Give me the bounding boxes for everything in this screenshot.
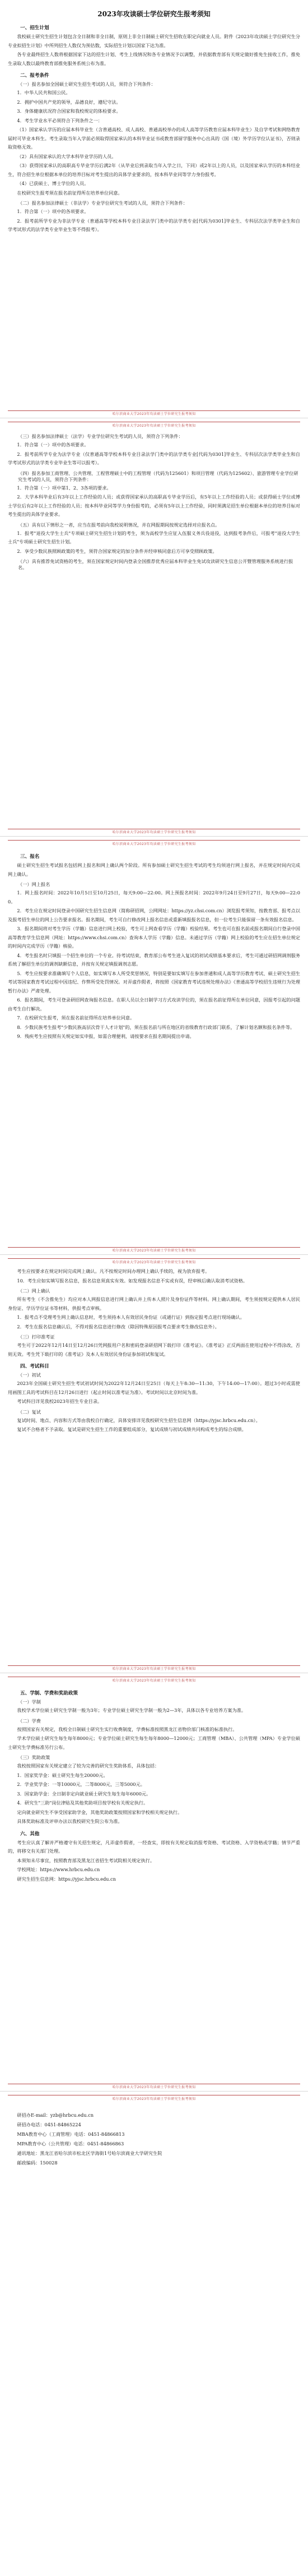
paragraph: 定向就业研究生不享受国家助学金，其他奖助政策按照国家和学校相关规定执行。 [17, 1809, 183, 1815]
paragraph: 10．考生应如实填写报名信息，报名信息须真实有效。如发现报名信息不实或有误，经审核后确认取消考试资格。 [17, 1277, 248, 1284]
list-item: 4．考生学业水平必须符合下列条件之一： [17, 117, 102, 123]
paragraph: 6．报名期间，考生可登录研招网查询报名信息。在职人员以全日制学习方式攻读学位的，须在报名前征得所在单位同意，因报考引起的问题由考生自行解决。 [8, 997, 300, 1012]
list-item: 2．拥护中国共产党的领导，品德良好，遵纪守法。 [17, 99, 121, 105]
running-header: 哈尔滨商业大学2023年攻读硕士学位研究生报考须知 [112, 2097, 196, 2101]
section-heading-tuition: 五、学制、学费和奖助政策 [20, 1691, 78, 1696]
running-header: 哈尔滨商业大学2023年攻读硕士学位研究生报考须知 [112, 424, 196, 428]
list-item: 2．大学本科毕业后有3年以上工作经验的人员；或获得国家承认的高职高专毕业学历后，有5年以上工作经验的人员；或获得硕士学位或博士学位后有2年以上工作经验的人员；按本科毕业同等学力身份报考的，必须有5年以上工作经验，同时须满足招生单位根据本单位的培养目标对考生提出的具体学业要求。 [8, 494, 300, 517]
paragraph: 具体奖助标准及评审办法以我校研究生院公布为准。 [17, 1818, 123, 1824]
subheading: （三）奖助政策 [18, 1755, 50, 1760]
paragraph: 复试时间、地点、内容和方式等由我校自行确定，具体安排详见我校研究生招生信息网（https://yjsc.hrbcu.edu.cn）。 [17, 1417, 260, 1423]
paragraph: 硕士研究生招生考试报名包括网上报名和网上确认两个阶段。所有参加硕士研究生招生考试的考生均须进行网上报名，并在规定时间内完成网上确认。 [8, 862, 300, 877]
subheading: （一）网上报名 [18, 881, 50, 887]
document-page-5 [0, 1673, 308, 2092]
section-heading-exam-subjects: 四、考试科目 [20, 1364, 49, 1369]
paragraph: 9．残疾考生应按照有关规定如实申报，如需合理便利，请按要求在报名期间提出申请。 [17, 1033, 194, 1039]
paragraph: 4．考生报名时只填报一个招生单位的一个专业。待考试结束，教育部公布考生进入复试的初试成绩基本要求后，考生可通过研招网调剂服务系统了解招生单位的调剂缺额信息，并按有关规定填报调剂志愿。 [8, 952, 300, 967]
paragraph: 考生应认真了解并严格遵守有关招生规定，凡弄虚作假者，一经查实，即按有关规定取消报考资格、考试资格、入学资格或学籍；情节严重的，将移交有关部门处理。 [8, 1839, 300, 1854]
paragraph: 考生应按要求在规定时间完成网上确认。凡不按规定时间办理网上确认手续的，视为放弃报考。 [17, 1268, 210, 1274]
paragraph: 所有考生（不含推免生）均应对本人网报信息进行网上确认并上传本人照片及身份证件等材料。网上确认期间，考生须按规定提供本人居民身份证、学历学位证书等材料，供报考点审核。 [8, 1296, 300, 1311]
subheading: （三）打印准考证 [18, 1334, 55, 1340]
paragraph: 3．报名期间将对考生学历（学籍）信息进行网上校验，考生可上网查看学历（学籍）校验结果。考生也可在报名前或报名期间自行登录中国高等教育学生信息网（网址：https://www.chsi.com.cn）查询本人学历（学籍）信息。未通过学历（学籍）网上校验的考生应在招生单位规定的时间内完成学历（学籍）核验。 [8, 926, 300, 949]
subheading: （二）网上确认 [18, 1288, 50, 1294]
contact-postcode: 邮政编码：150028 [17, 2160, 58, 2166]
contact-address: 通讯地址：黑龙江省哈尔滨市松北区学海街1号哈尔滨商业大学研究生院 [17, 2150, 162, 2156]
document-page-3 [0, 837, 308, 1255]
subheading: （二）复试 [18, 1409, 41, 1415]
paragraph: 2023年全国硕士研究生招生考试初试时间为2022年12月24日至25日（每天上午8:30—11:30，下午14:00—17:00）。超过3小时或需使用画图工具的考试科目在12月26日进行（起止时间以准考证为准）。考试时间以北京时间为准。 [8, 1381, 300, 1395]
paragraph: 考生可于2022年12月14日至12月26日凭网报用户名和密码登录研招网下载打印《准考证》。《准考证》正反两面在使用过程中不得涂改，否则无效。考生凭下载打印的《准考证》及本人有效居民身份证参加初试和复试。 [8, 1342, 300, 1357]
section-heading-registration: 三、报名 [20, 854, 40, 860]
paragraph: 各专业最终招生人数将根据国家下达的招生计划、考生上线情况和各专业情况予以调整，并依据教育部有关规定做好推免生接收工作，推免生录取人数以最终教育部推免服务系统公布为准。 [8, 52, 300, 66]
contact-mpa-phone: MPA教育中心（公共管理）电话：0451-84866863 [17, 2141, 124, 2146]
contact-email: 研招办E-mail：yzb@hrbcu.edu.cn [17, 2112, 94, 2118]
list-item: 2．报考前所学专业为非法学专业（普通高等学校本科专业目录法学门类中的法学类专业[代码为0301]毕业生、专科层次法学类毕业生和自学考试形式的法学类专业毕业生等不得报考）。 [8, 218, 300, 232]
list-item: 1．中华人民共和国公民。 [17, 90, 71, 95]
list-item: 1．报考"退役大学生士兵"专项硕士研究生招生计划的考生，须为高校学生应征入伍服义务兵役退役，达到报考条件后，可报考"退役大学生士兵"专项硕士研究生招生计划。 [8, 530, 300, 544]
document-title: 2023年攻读硕士学位研究生报考须知 [97, 10, 211, 18]
section-heading-other: 六、其他 [20, 1831, 40, 1837]
paragraph: 按照国家有关规定，我校全日制硕士研究生实行收费制度，学费标准按照黑龙江省物价部门核准的标准执行。 [17, 1726, 237, 1732]
list-item: 1．符合第（一）项中的各项要求。 [17, 209, 89, 214]
list-item: 2．学业奖学金：一等10000元，二等8000元，三等5000元。 [17, 1781, 145, 1787]
paragraph: 8．少数民族考生报考"少数民族高层次骨干人才计划"的，须在报名前与所在地区的省级教育行政部门联系，了解计划名额和报名条件等。 [17, 1024, 295, 1030]
list-item: 2．享受少数民族照顾政策的考生，须符合国家规定的加分条件并经审核同意后方可享受照顾政策。 [17, 548, 217, 554]
subheading: （二）报名参加法律硕士（非法学）专业学位研究生考试的人员，须符合下列条件： [18, 200, 188, 206]
list-item: 3．身体健康状况符合国家和我校规定的体检要求。 [17, 108, 121, 114]
paragraph: 考试科目详见我校2023年招生专业目录。 [17, 1398, 102, 1404]
list-item: 2．报考前所学专业为法学专业（仅普通高等学校本科专业目录法学门类中的法学类专业[代码为0301]毕业生、专科层次法学类毕业生和自学考试形式的法学类专业毕业生等可以报考）。 [8, 451, 300, 465]
running-footer: 哈尔滨商业大学2023年攻读硕士学位研究生报考须知 [112, 2085, 196, 2089]
section-heading-enrollment-plan: 一、招生计划 [20, 25, 49, 31]
list-item: （3）获得国家承认的高职高专毕业学历后满2年（从毕业后到录取当年入学之日，下同）或2年以上的人员，以及国家承认学历的本科结业生，符合招生单位根据本单位的培养目标对考生提出的具体学业要求的，按本科毕业同等学力身份报考。 [8, 163, 300, 177]
list-item: 在校研究生报考须在报名前征得所在培养单位同意。 [17, 190, 123, 196]
paragraph: 复试不合格者不予录取。复试是研究生招生工作的重要组成部分，复试成绩与初试成绩共同构成考生的综合成绩。 [17, 1427, 246, 1432]
list-item: 3．国家助学金：全日制非定向就业硕士研究生每生每年6000元。 [17, 1790, 151, 1797]
header-rule [8, 840, 300, 841]
running-header: 哈尔滨商业大学2023年攻读硕士学位研究生报考须知 [112, 1261, 196, 1264]
list-item: 1．符合第（一）项中的各项要求。 [17, 442, 89, 447]
paragraph: 5．考生应按要求准确填写个人信息，如实填写本人所受奖惩情况，特别是要如实填写在参加普通和成人高等学历教育考试、硕士研究生招生考试等国家教育考试过程中因违纪、作弊所受处罚情况。对弄虚作假者，将按照《国家教育考试违规处理办法》《普通高等学校招生违规行为处理暂行办法》严肃处理。 [8, 970, 300, 994]
document-page-1 [0, 0, 308, 418]
running-header: 哈尔滨商业大学2023年攻读硕士学位研究生报考须知 [112, 842, 196, 846]
list-item: 1．符合第（一）项中第1、2、3各项的要求。 [17, 484, 111, 491]
document-page-6 [0, 2092, 308, 2576]
list-item: （1）国家承认学历的应届本科毕业生（含普通高校、成人高校、普通高校举办的成人高等学历教育应届本科毕业生）及自学考试和网络教育届时可毕业本科生。考生录取当年入学前必须取得国家承认的本科毕业证书或教育部留学服务中心出具的《国（境）外学历学位认证书》，否则录取资格无效。 [8, 127, 300, 150]
paragraph: 2．考生应在规定时间登录中国研究生招生信息网（简称研招网，公网网址：https://yz.chsi.com.cn）浏览报考须知，按教育部、报考点以及报考招生单位的网上公告要求报名。报名期间，考生可自行修改网上报名信息或重新填报报名信息，但一位考生只能保留一条有效报名信息。 [8, 908, 300, 922]
running-footer: 哈尔滨商业大学2023年攻读硕士学位研究生报考须知 [112, 1249, 196, 1253]
paragraph: 1．报考点不受理考生网上确认信息时，考生须持本人有效居民身份证（或通行证）到指定报考点进行现场确认。 [17, 1314, 245, 1320]
admissions-website-line: 研究生招生信息网：https://yjsc.hrbcu.edu.cn [17, 1876, 116, 1882]
paragraph: 学术学位硕士研究生每生每年8000元；专业学位硕士研究生每生每年8000—12000元；工商管理（MBA）、公共管理（MPA）专业学位硕士研究生学费标准另行公布。 [8, 1735, 300, 1750]
header-rule [8, 1258, 300, 1259]
running-footer: 哈尔滨商业大学2023年攻读硕士学位研究生报考须知 [112, 830, 196, 834]
subheading: （六）具有推荐免试资格的考生，须在国家规定时间内登录全国推荐优秀应届本科毕业生免试攻读研究生信息公开暨管理服务系统进行报名。 [18, 558, 293, 570]
list-item: （4）已获硕士、博士学位的人员。 [17, 181, 89, 186]
section-heading-eligibility: 二、报考条件 [20, 73, 49, 79]
document-page-4 [0, 1255, 308, 1673]
paragraph: 2．考生在报名信息确认后，不得对报名信息进行修改（除因特殊原因报考点要求考生修改信息外）。 [17, 1323, 220, 1329]
subheading: （三）报名参加法律硕士（法学）专业学位研究生考试的人员，须符合下列条件： [18, 433, 183, 439]
subheading: （二）学费 [18, 1718, 41, 1724]
paragraph: 我校硕士研究生招生计划包含全日制和非全日制，原则上非全日制硕士研究生招收在职定向就业人员。附件《2023年攻读硕士学位研究生分专业拟招生计划》中所列招生人数仅为预估数，实际招生计划以国家下达为准。 [8, 34, 300, 48]
school-website-line: 学校网址：https://www.hrbcu.edu.cn [17, 1867, 100, 1872]
subheading: （一）初试 [18, 1372, 41, 1378]
subheading: （四）报名参加工商管理、公共管理、工程管理硕士中的工程管理（代码为125601）和项目管理（代码为125602）、旅游管理专业学位研究生考试的人员，须符合下列条件： [18, 470, 298, 482]
document-page-2 [0, 418, 308, 837]
subheading: （一）学制 [18, 1699, 41, 1705]
contact-block [8, 2111, 300, 2168]
list-item: 4．研究生"三助"岗位津贴及其他奖助项目按学校有关规定执行。 [17, 1800, 148, 1806]
paragraph: 1．网上报名时间：2022年10月5日至10月25日，每天9:00—22:00。网上预报名时间：2022年9月24日至9月27日，每天9:00—22:00。 [8, 890, 300, 904]
subheading: （五）具有以下情形之一者，应当在报考前向我校说明情况，并在网报期间按规定选择对应报名点。 [18, 521, 220, 528]
running-header: 哈尔滨商业大学2023年攻读硕士学位研究生报考须知 [112, 1679, 196, 1683]
list-item: 1．国家奖学金：硕士研究生每生20000元。 [17, 1772, 108, 1778]
paragraph: 我校学术学位硕士研究生学制一般为3年；专业学位硕士研究生学制一般为2—3年，具体以各专业培养方案为准。 [17, 1707, 246, 1713]
subheading: （一）报名参加全国硕士研究生招生考试的人员，须符合下列条件： [18, 81, 156, 87]
running-footer: 哈尔滨商业大学2023年攻读硕士学位研究生报考须知 [112, 1667, 196, 1671]
contact-phone: 研招办电话：0451-84865224 [17, 2122, 81, 2127]
contact-mba-phone: MBA教育中心（工商管理）电话：0451-84866813 [17, 2131, 125, 2137]
paragraph: 我校按照国家有关规定建立了较为完善的研究生奖助体系，具体包括： [17, 1763, 160, 1769]
running-footer: 哈尔滨商业大学2023年攻读硕士学位研究生报考须知 [112, 412, 196, 416]
paragraph: 7．在校研究生报考，须在报名前征得所在培养单位同意。 [17, 1015, 135, 1021]
paragraph: 本须知未尽事宜，按照教育部及黑龙江省招生考试院相关规定执行。 [17, 1857, 155, 1863]
list-item: （2）具有国家承认的大学本科毕业学历的人员。 [17, 153, 116, 159]
